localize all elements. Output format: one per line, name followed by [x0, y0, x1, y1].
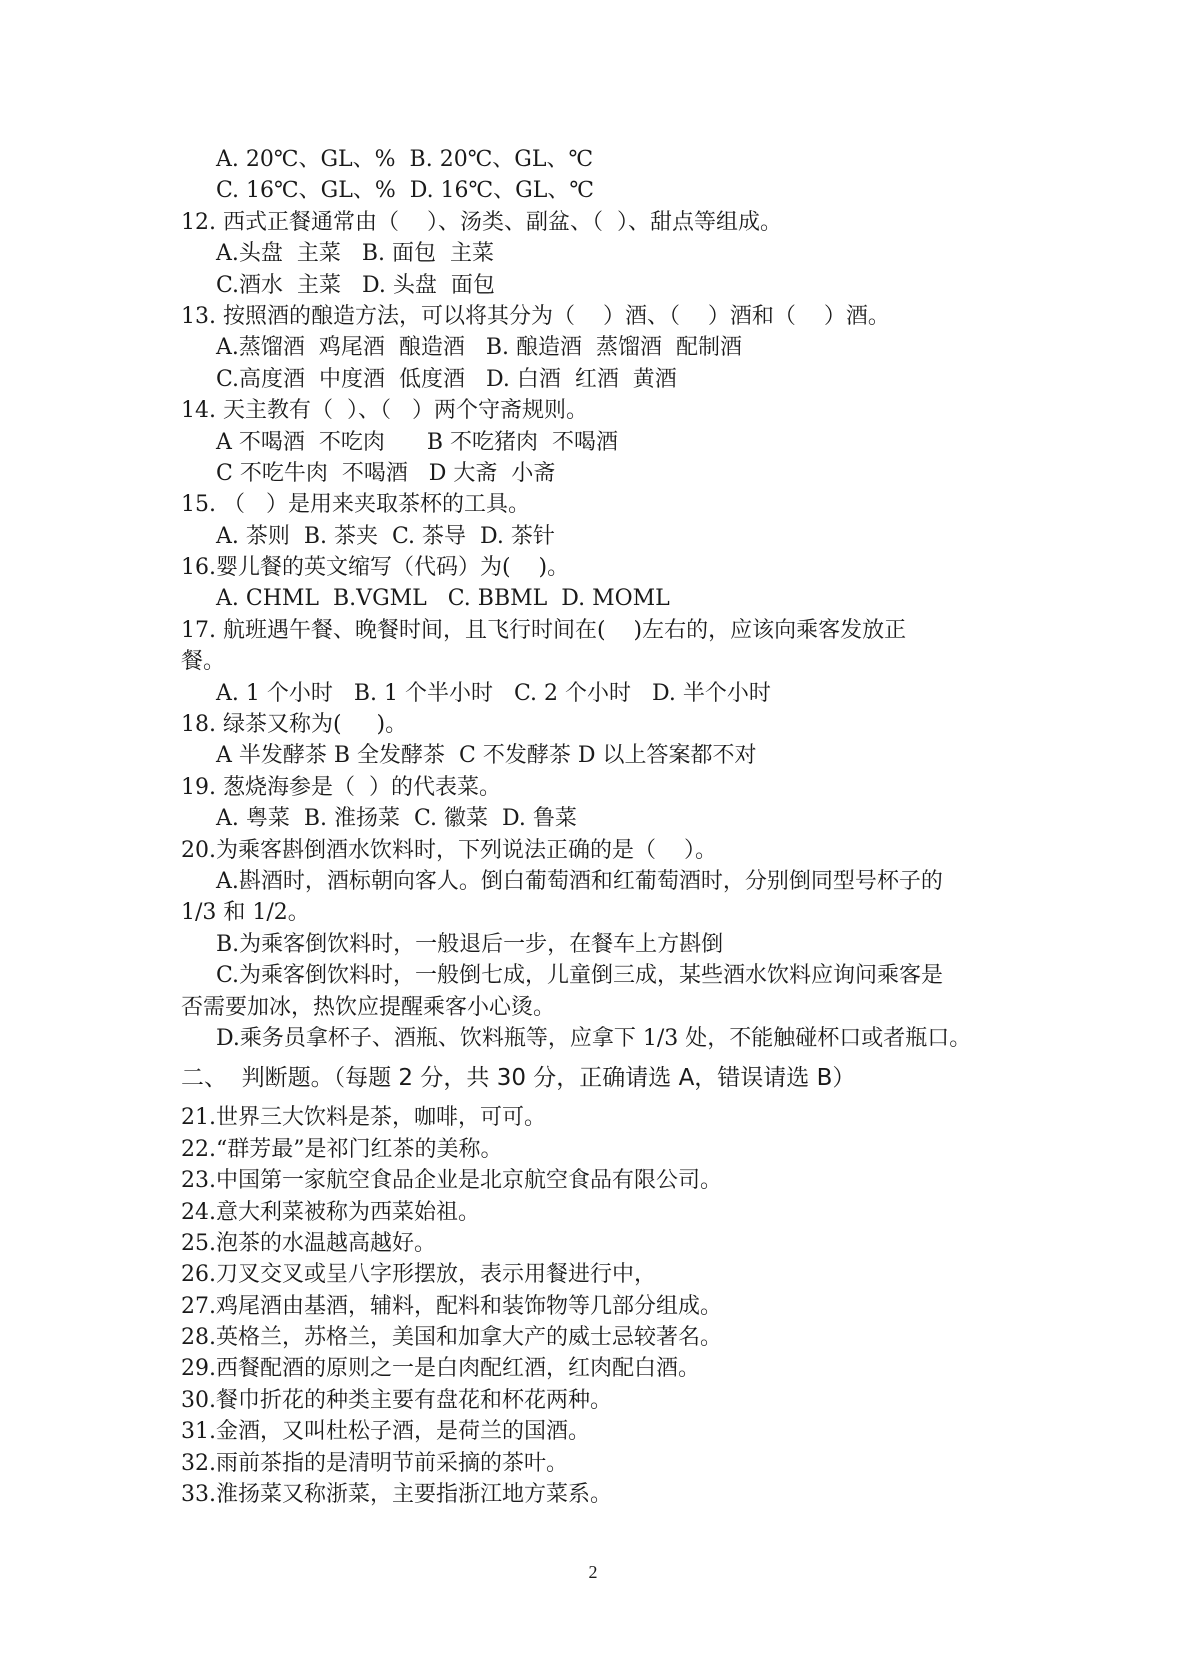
text-line: 26.刀叉交叉或呈八字形摆放，表示用餐进行中， — [181, 1262, 656, 1288]
text-line: 29.西餐配酒的原则之一是白肉配红酒，红肉配白酒。 — [181, 1356, 700, 1382]
true-false-section — [181, 1102, 1031, 1510]
text-line: A.斟酒时，酒标朝向客人。倒白葡萄酒和红葡萄酒时，分别倒同型号杯子的 — [216, 868, 943, 894]
text-line: 16.婴儿餐的英文缩写（代码）为( )。 — [181, 555, 570, 581]
text-line: 28.英格兰，苏格兰，美国和加拿大产的威士忌较著名。 — [181, 1325, 722, 1351]
text-line: A. CHML B.VGML C. BBML D. MOML — [216, 586, 670, 612]
text-line: 14. 天主教有（ ）、（ ）两个守斋规则。 — [181, 398, 588, 424]
text-line: C 不吃牛肉 不喝酒 D 大斋 小斋 — [216, 460, 556, 486]
page-number: 2 — [588, 1562, 598, 1582]
text-line: 32.雨前茶指的是清明节前采摘的茶叶。 — [181, 1450, 568, 1476]
text-line: A 不喝酒 不吃肉 B 不吃猪肉 不喝酒 — [216, 429, 618, 455]
text-line: 餐。 — [181, 649, 226, 675]
text-line: 18. 绿茶又称为( )。 — [181, 712, 408, 738]
text-line: 27.鸡尾酒由基酒，辅料，配料和装饰物等几部分组成。 — [181, 1293, 722, 1319]
text-line: C.酒水 主菜 D. 头盘 面包 — [216, 272, 495, 298]
text-line: 19. 葱烧海参是（ ）的代表菜。 — [181, 774, 501, 800]
text-line: A. 茶则 B. 茶夹 C. 茶导 D. 茶针 — [216, 523, 555, 549]
text-line: 22.“群芳最”是祁门红茶的美称。 — [181, 1136, 503, 1162]
text-line: 33.淮扬菜又称浙菜，主要指浙江地方菜系。 — [181, 1482, 612, 1508]
text-line: D.乘务员拿杯子、酒瓶、饮料瓶等，应拿下 1/3 处，不能触碰杯口或者瓶口。 — [216, 1025, 972, 1051]
multiple-choice-section — [181, 144, 1031, 1054]
text-line: A. 20℃、GL、% B. 20℃、GL、℃ — [216, 147, 594, 172]
text-line: C. 16℃、GL、% D. 16℃、GL、℃ — [216, 178, 594, 204]
text-line: 1/3 和 1/2。 — [181, 900, 310, 926]
text-line: 13. 按照酒的酿造方法，可以将其分为（ ）酒、（ ）酒和（ ）酒。 — [181, 303, 890, 329]
text-line: 23.中国第一家航空食品企业是北京航空食品有限公司。 — [181, 1168, 722, 1194]
text-line: A.蒸馏酒 鸡尾酒 酿造酒 B. 酿造酒 蒸馏酒 配制酒 — [216, 335, 742, 361]
text-line: 15. （ ）是用来夹取茶杯的工具。 — [181, 492, 530, 518]
text-line: 17. 航班遇午餐、晚餐时间，且飞行时间在( )左右的，应该向乘客发放正 — [181, 617, 907, 643]
text-line: 否需要加冰，热饮应提醒乘客小心烫。 — [181, 994, 556, 1020]
text-line: 31.金酒，又叫杜松子酒，是荷兰的国酒。 — [181, 1419, 590, 1445]
text-line: A. 粤菜 B. 淮扬菜 C. 徽菜 D. 鲁菜 — [216, 806, 577, 832]
text-line: 20.为乘客斟倒酒水饮料时，下列说法正确的是（ ）。 — [181, 837, 717, 863]
page-content — [181, 144, 1031, 1510]
text-line: 25.泡茶的水温越高越好。 — [181, 1230, 436, 1256]
text-line: 12. 西式正餐通常由（ ）、汤类、副盆、（ ）、甜点等组成。 — [181, 209, 782, 235]
text-line: A. 1 个小时 B. 1 个半小时 C. 2 个小时 D. 半个小时 — [216, 680, 771, 706]
text-line: 30.餐巾折花的种类主要有盘花和杯花两种。 — [181, 1387, 612, 1413]
text-line: 24.意大利菜被称为西菜始祖。 — [181, 1199, 480, 1225]
text-line: C.高度酒 中度酒 低度酒 D. 白酒 红酒 黄酒 — [216, 366, 677, 392]
text-line: B.为乘客倒饮料时，一般退后一步，在餐车上方斟倒 — [216, 931, 724, 957]
text-line: 21.世界三大饮料是茶，咖啡，可可。 — [181, 1105, 546, 1131]
text-line: A 半发酵茶 B 全发酵茶 C 不发酵茶 D 以上答案都不对 — [216, 743, 757, 769]
text-line: C.为乘客倒饮料时，一般倒七成，儿童倒三成，某些酒水饮料应询问乘客是 — [216, 963, 944, 989]
section-heading: 二、 判断题。（每题 2 分，共 30 分，正确请选 A，错误请选 B） — [181, 1065, 856, 1092]
text-line: A.头盘 主菜 B. 面包 主菜 — [216, 241, 494, 267]
